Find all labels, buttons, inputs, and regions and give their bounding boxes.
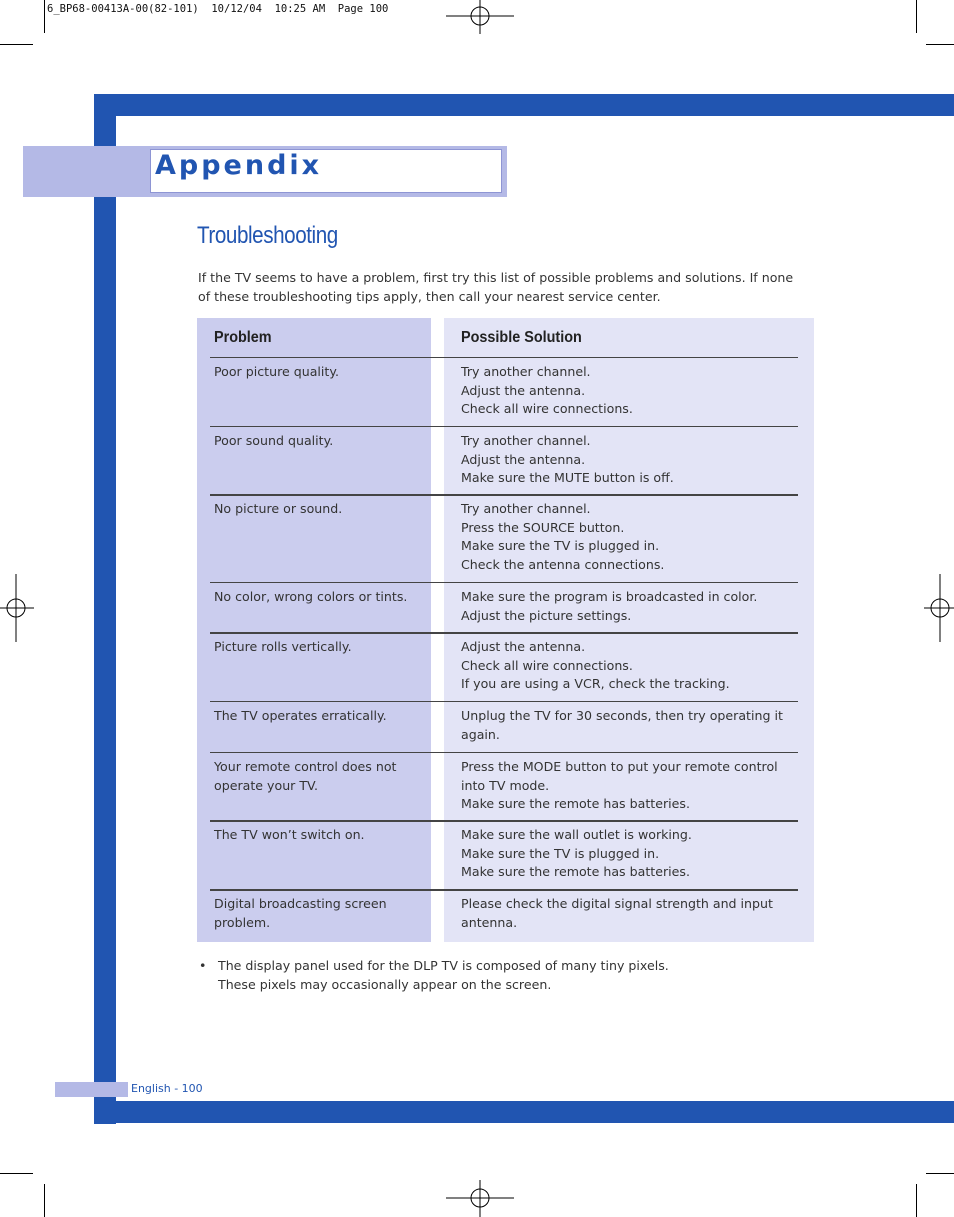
row-divider [210,820,798,822]
row-divider [210,357,798,358]
solution-cell [461,707,791,744]
solution-line: Make sure the TV is plugged in. [461,845,660,861]
page-frame-bottom [94,1101,954,1123]
problem-column-background [197,318,431,942]
problem-cell: The TV won’t switch on. [214,827,365,842]
solution-line: Adjust the antenna. [461,451,586,467]
page-title: Appendix [155,150,323,181]
note-line: The display panel used for the DLP TV is composed of many tiny pixels. [218,958,669,973]
solution-line: Make sure the wall outlet is working. [461,827,692,842]
solution-line: Make sure the remote has batteries. [461,796,690,812]
solution-line: Make sure the program is broadcasted in color. [461,589,758,604]
page-number: English - 100 [131,1082,203,1095]
registration-mark-right [924,574,954,642]
section-title: Troubleshooting [197,222,338,249]
row-divider [210,582,798,583]
solution-cell [461,363,791,419]
solution-line: Make sure the MUTE button is off. [461,470,674,486]
solution-line: Make sure the remote has batteries. [461,864,690,880]
problem-cell: No picture or sound. [214,501,343,516]
problem-cell: Picture rolls vertically. [214,639,352,654]
row-divider [210,494,798,496]
solution-line: Try another channel. [461,501,591,516]
crop-mark-bl-v [44,1184,45,1217]
problem-cell: Digital broadcasting screen problem. [214,896,387,930]
solution-line: Adjust the antenna. [461,382,586,398]
intro-paragraph: If the TV seems to have a problem, first try this list of possible problems and solutions. If none of these troubleshooting tips apply, then call your nearest service center. [198,270,794,304]
solution-cell [461,638,791,694]
crop-mark-br-v [916,1184,917,1217]
registration-mark-bottom [446,1180,514,1217]
solution-line: Check all wire connections. [461,657,633,673]
solution-cell [461,588,791,625]
page-frame-left [94,94,116,1124]
note-line: These pixels may occasionally appear on the screen. [218,976,552,992]
registration-mark-left [0,574,34,642]
row-divider [210,632,798,634]
solution-cell [461,758,791,814]
solution-line: Adjust the antenna. [461,639,586,654]
solution-line: Check the antenna connections. [461,556,665,572]
bullet: • [199,958,207,973]
crop-mark-tr-v [916,0,917,33]
solution-line: If you are using a VCR, check the tracking. [461,676,730,692]
solution-cell [461,895,791,932]
solution-line: Try another channel. [461,433,591,448]
problem-column-header: Problem [214,329,272,346]
crop-mark-br-h [926,1173,954,1174]
footer-band [55,1082,128,1097]
row-divider [210,752,798,753]
solution-line: Adjust the picture settings. [461,607,632,623]
solution-line: Press the MODE button to put your remote control into TV mode. [461,759,778,793]
note-text [218,957,798,994]
problem-cell: No color, wrong colors or tints. [214,589,408,604]
solution-line: Press the SOURCE button. [461,519,625,535]
registration-mark-top [446,0,514,34]
row-divider [210,889,798,891]
solution-cell [461,432,791,488]
problem-cell: Poor sound quality. [214,433,334,448]
row-divider [210,701,798,702]
solution-column-header: Possible Solution [461,329,582,346]
solution-line: Make sure the TV is plugged in. [461,538,660,554]
crop-mark-tl-h [0,44,33,45]
crop-mark-tl-v [44,0,45,33]
solution-line: Please check the digital signal strength and input antenna. [461,896,773,930]
problem-cell: The TV operates erratically. [214,708,387,723]
solution-line: Try another channel. [461,364,591,379]
crop-mark-bl-h [0,1173,33,1174]
page-frame-top [94,94,954,116]
solution-line: Unplug the TV for 30 seconds, then try operating it again. [461,708,783,742]
solution-cell [461,826,791,882]
problem-cell: Your remote control does not operate your TV. [214,759,397,793]
solution-cell [461,500,791,574]
crop-mark-tr-h [926,44,954,45]
problem-cell: Poor picture quality. [214,364,340,379]
row-divider [210,426,798,427]
solution-line: Check all wire connections. [461,401,633,417]
print-slug: 6_BP68-00413A-00(82-101) 10/12/04 10:25 AM Page 100 [47,3,389,15]
